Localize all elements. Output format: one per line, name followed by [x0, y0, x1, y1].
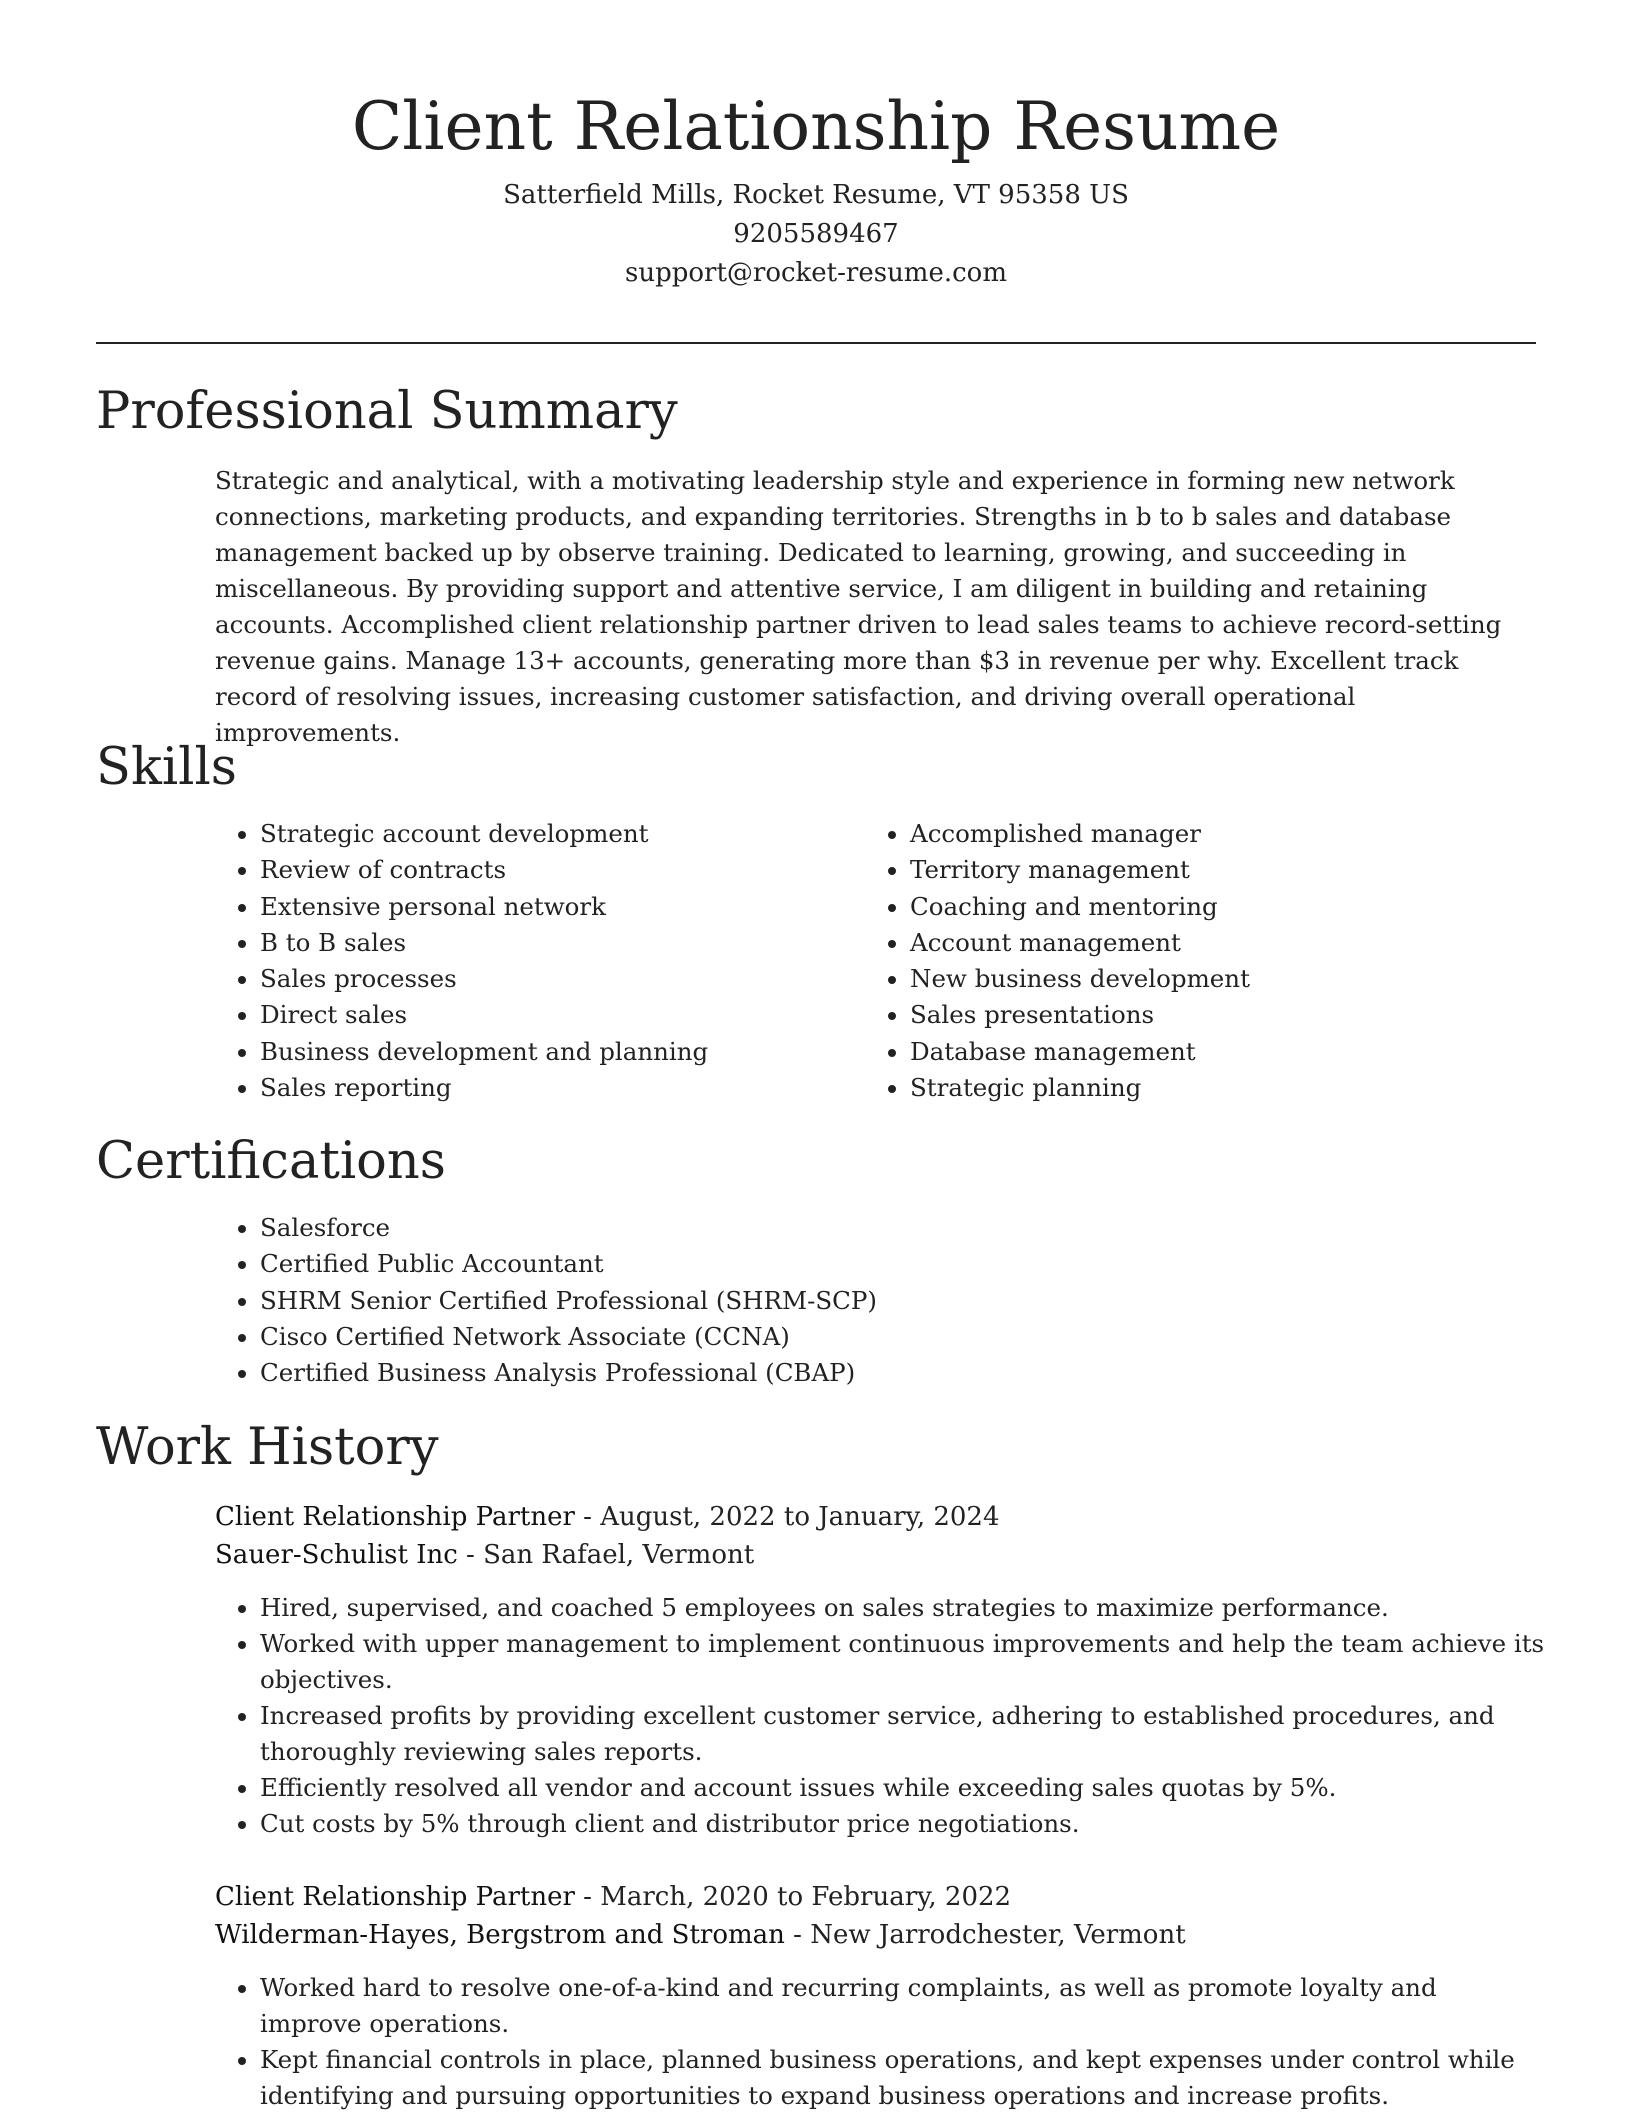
skill-item: • Strategic planning	[910, 1070, 1550, 1106]
skill-item: • Database management	[910, 1034, 1550, 1070]
skill-item: • Account management	[910, 925, 1550, 961]
job-dates: - March, 2020 to February, 2022	[574, 1882, 1012, 1912]
job-company: Wilderman-Hayes, Bergstrom and Stroman	[215, 1920, 785, 1950]
section-title-certifications: Certifications	[96, 1132, 446, 1191]
certifications-list	[215, 1210, 1460, 1391]
skill-item: • Extensive personal network	[260, 889, 860, 925]
skill-item: • Review of contracts	[260, 852, 860, 888]
skill-item: • Territory management	[910, 852, 1550, 888]
skill-item: • Strategic account development	[260, 816, 860, 852]
job-location: - New Jarrodchester, Vermont	[784, 1920, 1186, 1950]
header-divider	[96, 342, 1536, 344]
contact-address: Satterfield Mills, Rocket Resume, VT 95358 US	[503, 180, 1129, 210]
skill-item: • Direct sales	[260, 997, 860, 1033]
certification-item: • Salesforce	[260, 1210, 1460, 1246]
skill-item: • B to B sales	[260, 925, 860, 961]
section-title-summary: Professional Summary	[96, 382, 678, 441]
skills-list-right	[865, 816, 1550, 1106]
skill-item: • Business development and planning	[260, 1034, 860, 1070]
resume-name: Client Relationship Resume	[351, 88, 1281, 165]
job-dates: - August, 2022 to January, 2024	[574, 1502, 1000, 1532]
section-title-skills: Skills	[96, 738, 237, 797]
skill-item: • Sales reporting	[260, 1070, 860, 1106]
job-bullets	[215, 1590, 1545, 1842]
contact-info	[96, 176, 1536, 293]
skills-list-left	[215, 816, 860, 1106]
certification-item: • Certified Public Accountant	[260, 1246, 1460, 1282]
job-company-line	[215, 1916, 1545, 1954]
job-location: - San Rafael, Vermont	[457, 1540, 755, 1570]
job-bullets	[215, 1970, 1545, 2114]
certification-item: • Certified Business Analysis Professional (CBAP)	[260, 1355, 1460, 1391]
summary-text: Strategic and analytical, with a motivating leadership style and experience in forming new network connections, marketing products, and expanding territories. Strengths in b to b sales and database management backed up by observe training. Dedicated to learning, growing, and succeeding in miscellaneous. By providing support and attentive service, I am diligent in building and retaining accounts. Accomplished client relationship partner driven to lead sales teams to achieve record-setting revenue gains. Manage 13+ accounts, generating more than $3 in revenue per why. Excellent track record of resolving issues, increasing customer satisfaction, and driving overall operational improvements.	[215, 466, 1502, 747]
job-title-line	[215, 1498, 1545, 1536]
skill-item: • Accomplished manager	[910, 816, 1550, 852]
skill-item: • Sales processes	[260, 961, 860, 997]
job-title: Client Relationship Partner	[215, 1882, 575, 1912]
resume-header	[96, 78, 1536, 293]
skill-item: • Coaching and mentoring	[910, 889, 1550, 925]
job-bullet: • Cut costs by 5% through client and distributor price negotiations.	[260, 1806, 1545, 1842]
contact-phone: 9205589467	[733, 219, 899, 249]
job-bullet: • Hired, supervised, and coached 5 employees on sales strategies to maximize performance.	[260, 1590, 1545, 1626]
skill-item: • Sales presentations	[910, 997, 1550, 1033]
job-bullet: • Worked hard to resolve one-of-a-kind and recurring complaints, as well as promote loyalty and improve operations.	[260, 1970, 1545, 2042]
contact-email: support@rocket-resume.com	[624, 258, 1007, 288]
skill-item: • New business development	[910, 961, 1550, 997]
section-title-work-history: Work History	[96, 1418, 439, 1477]
job-title-line	[215, 1878, 1545, 1916]
certification-item: • SHRM Senior Certified Professional (SHRM-SCP)	[260, 1283, 1460, 1319]
certification-item: • Cisco Certified Network Associate (CCNA)	[260, 1319, 1460, 1355]
job-bullet: • Efficiently resolved all vendor and account issues while exceeding sales quotas by 5%.	[260, 1770, 1545, 1806]
job-bullet: • Worked with upper management to implement continuous improvements and help the team achieve its objectives.	[260, 1626, 1545, 1698]
job-title: Client Relationship Partner	[215, 1502, 575, 1532]
work-entry	[215, 1498, 1545, 1842]
job-bullet: • Increased profits by providing excellent customer service, adhering to established procedures, and thoroughly reviewing sales reports.	[260, 1698, 1545, 1770]
job-company-line	[215, 1536, 1545, 1574]
job-bullet: • Kept financial controls in place, planned business operations, and kept expenses under control while identifying and pursuing opportunities to expand business operations and increase profits.	[260, 2042, 1545, 2114]
work-entry	[215, 1878, 1545, 2114]
job-company: Sauer-Schulist Inc	[215, 1540, 458, 1570]
